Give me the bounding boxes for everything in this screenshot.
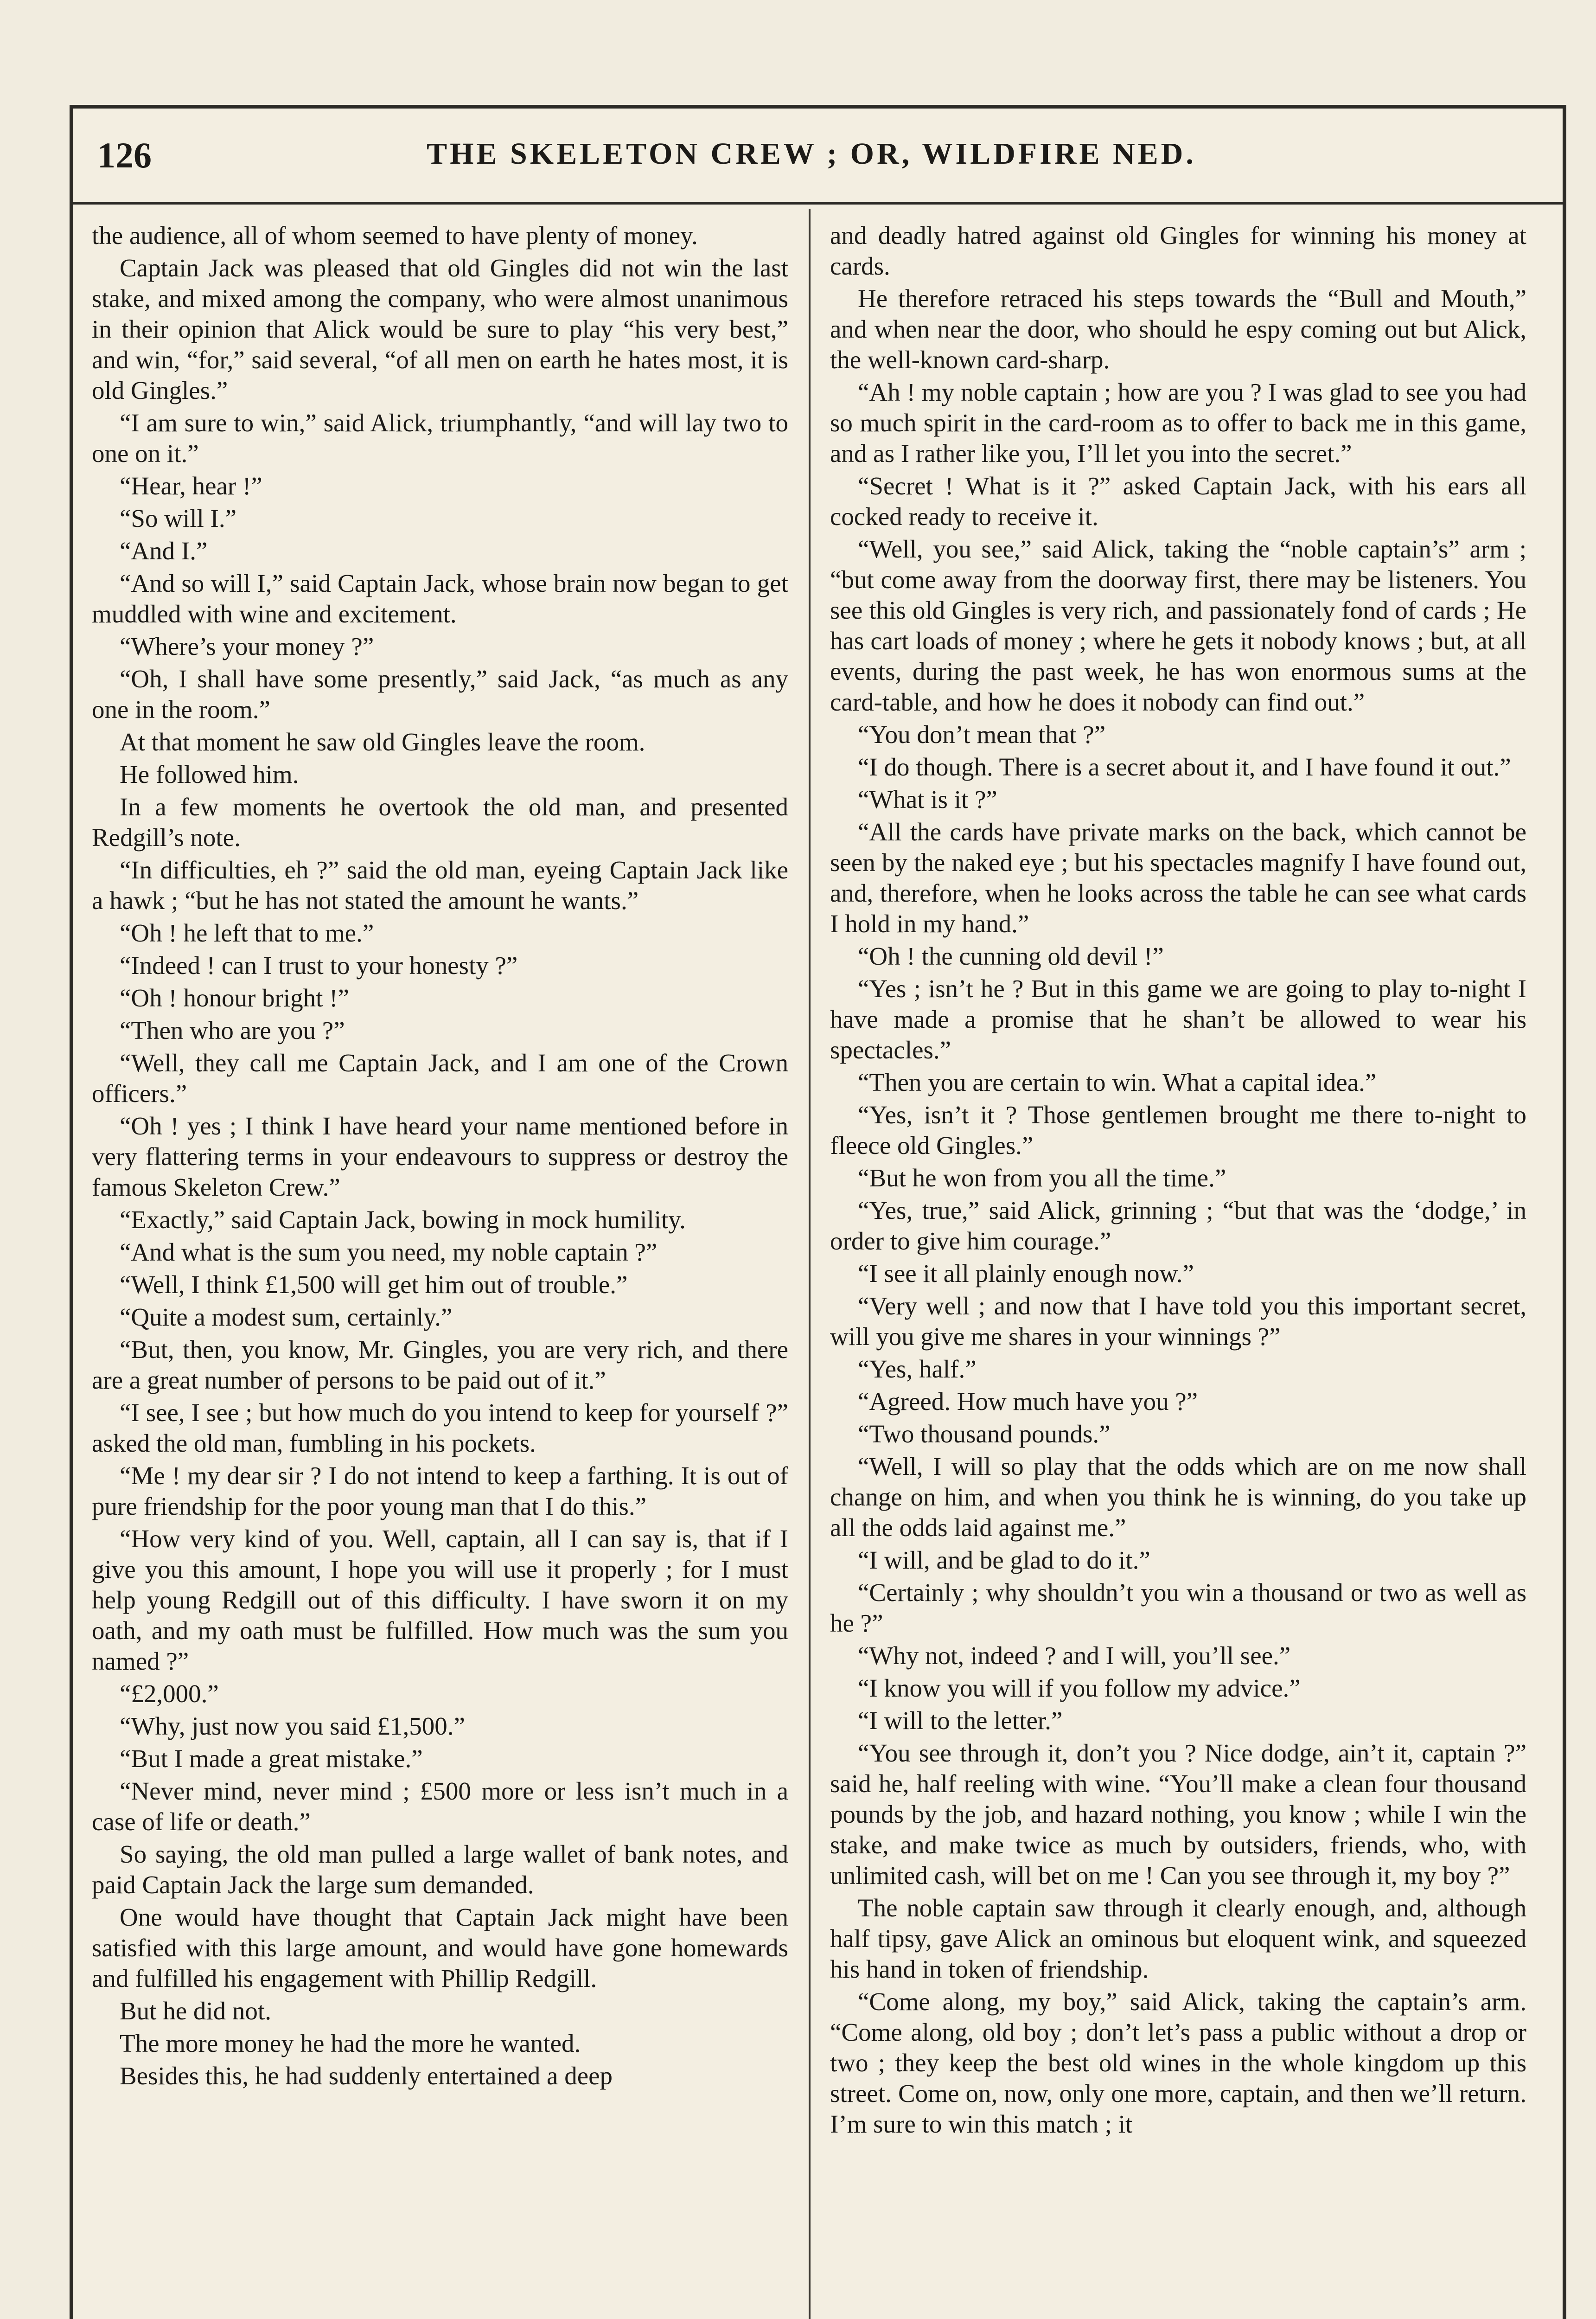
paragraph: “Where’s your money ?” <box>120 632 374 660</box>
paragraph: “Indeed ! can I trust to your honesty ?” <box>120 951 518 980</box>
paragraph: “Oh ! honour bright !” <box>120 984 349 1012</box>
left-column <box>92 220 788 2319</box>
paragraph: “Why not, indeed ? and I will, you’ll see.” <box>858 1641 1291 1670</box>
paragraph: “Yes, true,” said Alick, grinning ; “but that was the ‘dodge,’ in order to give him courage.” <box>830 1196 1526 1255</box>
paragraph: “Then who are you ?” <box>120 1016 345 1044</box>
paragraph: Captain Jack was pleased that old Gingles did not win the last stake, and mixed among the company, who were almost unanimous in their opinion that Alick would be sure to play “his very best,” and win, “for,” said several, “of all men on earth he hates most, it is old Gingles.” <box>92 254 788 404</box>
paragraph: “Then you are certain to win. What a capital idea.” <box>858 1068 1377 1096</box>
paragraph: “Yes ; isn’t he ? But in this game we are going to play to-night I have made a promise that he shan’t be allowed to wear his spectacles.” <box>830 974 1526 1064</box>
paragraph: “I see it all plainly enough now.” <box>858 1259 1194 1288</box>
header-rule <box>70 202 1566 205</box>
paragraph: “I do though. There is a secret about it, and I have found it out.” <box>858 753 1511 781</box>
paragraph: He therefore retraced his steps towards the “Bull and Mouth,” and when near the door, who should he espy coming out but Alick, the well-known card-sharp. <box>830 284 1526 374</box>
paragraph: In a few moments he overtook the old man, and presented Redgill’s note. <box>92 793 788 852</box>
paragraph: “But, then, you know, Mr. Gingles, you are very rich, and there are a great number of persons to be paid out of it.” <box>92 1335 788 1394</box>
paragraph: “But he won from you all the time.” <box>858 1164 1226 1192</box>
paragraph: “In difficulties, eh ?” said the old man, eyeing Captain Jack like a hawk ; “but he has not stated the amount he wants.” <box>92 856 788 915</box>
page-number: 126 <box>97 135 152 175</box>
paragraph: “Yes, half.” <box>858 1355 977 1383</box>
page-header <box>97 128 1526 202</box>
paragraph: “You see through it, don’t you ? Nice dodge, ain’t it, captain ?” said he, half reeling with wine. “You’ll make a clean four thousand pounds by the job, and hazard nothing, you know ; while I win the stake, and make twice as much by outsiders, friends, who, with unlimited cash, will bet on me ! Can you see through it, my boy ?” <box>830 1739 1526 1890</box>
paragraph: “Exactly,” said Captain Jack, bowing in mock humility. <box>120 1205 686 1234</box>
paragraph: “Secret ! What is it ?” asked Captain Jack, with his ears all cocked ready to receive it. <box>830 472 1526 531</box>
paragraph: “I am sure to win,” said Alick, triumphantly, “and will lay two to one on it.” <box>92 409 788 468</box>
paragraph: “Hear, hear !” <box>120 472 262 500</box>
paragraph: “I know you will if you follow my advice.” <box>858 1674 1301 1702</box>
paragraph: “But I made a great mistake.” <box>120 1744 423 1773</box>
paragraph: “Oh ! yes ; I think I have heard your name mentioned before in very flattering terms in your endeavours to suppress or destroy the famous Skeleton Crew.” <box>92 1112 788 1201</box>
paragraph: “Oh, I shall have some presently,” said Jack, “as much as any one in the room.” <box>92 665 788 724</box>
paragraph: “Ah ! my noble captain ; how are you ? I was glad to see you had so much spirit in the card-room as to offer to back me in this game, and as I rather like you, I’ll let you into the secret.” <box>830 378 1526 468</box>
paragraph: He followed him. <box>120 760 299 788</box>
paragraph: The more money he had the more he wanted. <box>120 2029 581 2057</box>
paragraph: “Two thousand pounds.” <box>858 1420 1111 1448</box>
paragraph: “I see, I see ; but how much do you intend to keep for yourself ?” asked the old man, fumbling in his pockets. <box>92 1398 788 1457</box>
right-column <box>830 220 1526 2319</box>
paragraph: “Certainly ; why shouldn’t you win a thousand or two as well as he ?” <box>830 1578 1526 1637</box>
paragraph: “Agreed. How much have you ?” <box>858 1387 1198 1416</box>
paragraph: “Why, just now you said £1,500.” <box>120 1712 465 1740</box>
paragraph: “Me ! my dear sir ? I do not intend to keep a farthing. It is out of pure friendship for the poor young man that I do this.” <box>92 1461 788 1520</box>
paragraph: “I will, and be glad to do it.” <box>858 1546 1150 1574</box>
column-divider <box>809 209 811 2319</box>
paragraph: “Never mind, never mind ; £500 more or less isn’t much in a case of life or death.” <box>92 1777 788 1836</box>
paragraph: The noble captain saw through it clearly enough, and, although half tipsy, gave Alick an ominous but eloquent wink, and squeezed his hand in token of friendship. <box>830 1894 1526 1983</box>
paragraph: “I will to the letter.” <box>858 1706 1063 1735</box>
paragraph: “Come along, my boy,” said Alick, taking the captain’s arm. “Come along, old boy ; don’t let’s pass a public without a drop or two ; they keep the best old wines in the whole kingdom up this street. Come on, now, only one more, captain, and then we’ll return. I’m sure to win this match ; it <box>830 1987 1526 2138</box>
paragraph: “You don’t mean that ?” <box>858 720 1106 749</box>
paragraph: But he did not. <box>120 1997 271 2025</box>
running-title: THE SKELETON CREW ; OR, WILDFIRE NED. <box>427 137 1196 171</box>
paragraph: “What is it ?” <box>858 785 997 814</box>
paragraph: “And so will I,” said Captain Jack, whose brain now began to get muddled with wine and excitement. <box>92 569 788 628</box>
paragraph: “And I.” <box>120 537 208 565</box>
paragraph: “Well, you see,” said Alick, taking the “noble captain’s” arm ; “but come away from the doorway first, there may be listeners. You see this old Gingles is very rich, and passionately fond of cards ; He has cart loads of money ; where he gets it nobody knows ; but, at all events, during the past week, he has won enormous sums at the card-table, and how he does it nobody can find out.” <box>830 535 1526 716</box>
paragraph: “Well, I think £1,500 will get him out of trouble.” <box>120 1270 628 1299</box>
paragraph: “So will I.” <box>120 504 237 532</box>
paragraph: “Well, I will so play that the odds which are on me now shall change on him, and when you think he is winning, do you take up all the odds laid against me.” <box>830 1452 1526 1542</box>
paragraph: “Yes, isn’t it ? Those gentlemen brought me there to-night to fleece old Gingles.” <box>830 1101 1526 1160</box>
paragraph: Besides this, he had suddenly entertained a deep <box>120 2062 613 2090</box>
paragraph: “Oh ! he left that to me.” <box>120 919 374 947</box>
paragraph: “And what is the sum you need, my noble captain ?” <box>120 1238 658 1266</box>
paragraph: “Well, they call me Captain Jack, and I am one of the Crown officers.” <box>92 1049 788 1108</box>
paragraph: At that moment he saw old Gingles leave the room. <box>120 728 645 756</box>
paragraph: the audience, all of whom seemed to have plenty of money. <box>92 221 698 250</box>
paragraph: “How very kind of you. Well, captain, all I can say is, that if I give you this amount, I hope you will use it properly ; for I must help young Redgill out of this difficulty. I have sworn it on my oath, and my oath must be fulfilled. How much was the sum you named ?” <box>92 1525 788 1675</box>
paragraph: “Very well ; and now that I have told you this important secret, will you give me shares in your winnings ?” <box>830 1292 1526 1351</box>
paragraph: “Oh ! the cunning old devil !” <box>858 942 1164 970</box>
paragraph: So saying, the old man pulled a large wallet of bank notes, and paid Captain Jack the large sum demanded. <box>92 1840 788 1899</box>
paragraph: “All the cards have private marks on the back, which cannot be seen by the naked eye ; but his spectacles magnify I have found out, and, therefore, when he looks across the table he can see what cards I hold in my hand.” <box>830 818 1526 938</box>
paragraph: “£2,000.” <box>120 1679 219 1708</box>
paragraph: and deadly hatred against old Gingles for winning his money at cards. <box>830 221 1526 280</box>
paragraph: “Quite a modest sum, certainly.” <box>120 1303 453 1331</box>
paragraph: One would have thought that Captain Jack might have been satisfied with this large amount, and would have gone homewards and fulfilled his engagement with Phillip Redgill. <box>92 1903 788 1992</box>
